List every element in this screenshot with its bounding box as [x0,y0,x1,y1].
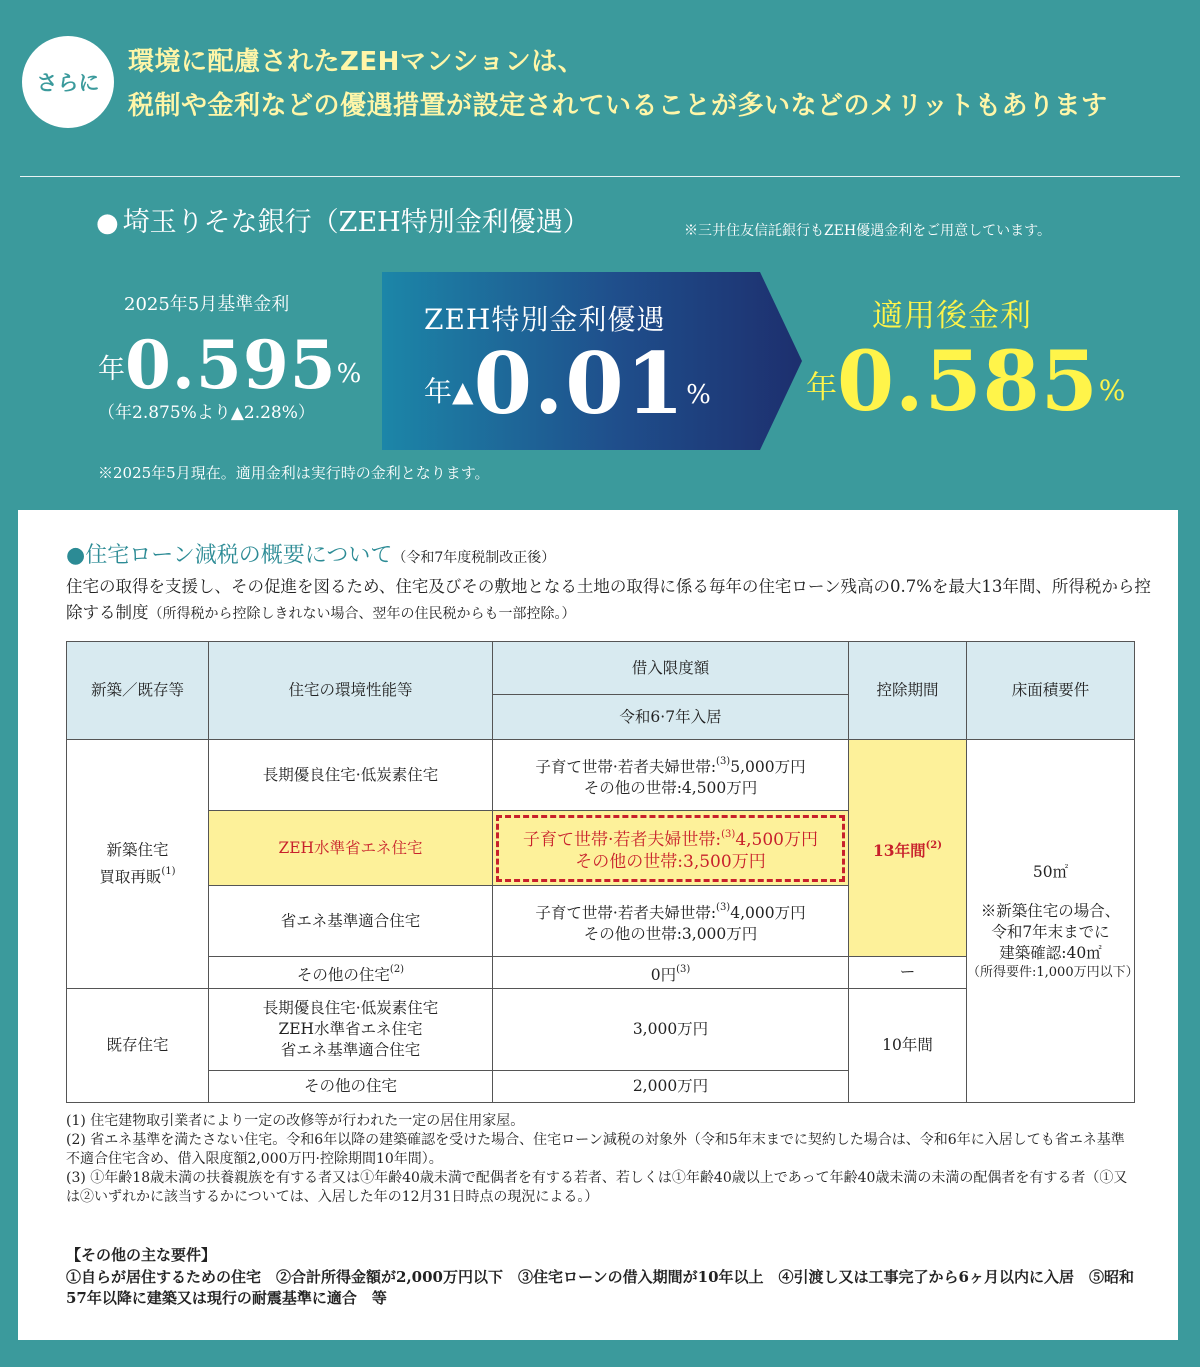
cell-env: その他の住宅$^{(2)}$ [209,957,493,989]
note-ref: (3) [716,756,731,767]
year-prefix: 年 [424,375,453,408]
bullet-icon: ● [96,208,119,238]
note-ref: (3) [716,902,731,913]
floor-note-1: ※新築住宅の場合、 [980,901,1121,920]
special-rate-value: 0.01 [473,334,687,433]
sarani-badge: さらに [22,36,114,128]
footnote-2: (2) 省エネ基準を満たさない住宅。令和6年以降の建築確認を受けた場合、住宅ローン減税の対象外（令和5年末までに契約した場合は、令和6年に入居しても省エネ基準不適合住宅含め、借入限度額2,000万円·控除期間10年間）。 [66,1132,1125,1167]
cell-period-dash: ー [849,957,967,989]
cell-env [209,989,493,1071]
cell-new-type [67,740,209,989]
cell-env: 長期優良住宅·低炭素住宅 [209,740,493,811]
base-rate-sub: （年2.875%より▲2.28%） [98,403,315,423]
requirements-title: 【その他の主な要件】 [66,1246,217,1264]
cell-limit: 2,000万円 [493,1071,849,1103]
percent-sign: % [1098,374,1126,407]
floor-note-2: 令和7年末までに [991,922,1110,941]
loan-desc-main: 住宅の取得を支援し、その促進を図るため、住宅及びその敷地となる土地の取得に係る毎年の住宅ローン残高の0.7%を最大13年間、所得税から控除する制度 [66,577,1151,622]
header-limit-sub: 令和6·7年入居 [493,695,849,740]
cell-existing-type: 既存住宅 [67,989,209,1103]
after-rate-value: 0.585 [837,334,1099,430]
after-rate-label: 適用後金利 [872,298,1032,334]
note-ref: (2) [389,964,405,975]
loan-desc-small: （所得税から控除しきれない場合、翌年の住民税からも一部控除。） [148,606,576,622]
cell-env-zeh: ZEH水準省エネ住宅 [209,811,493,886]
headline-line-1: 環境に配慮されたZEHマンションは、 [128,47,585,77]
floor-main: 50㎡ [1032,862,1069,881]
table-row [67,740,1135,811]
cell-existing-period: 10年間 [849,989,967,1103]
floor-note-3: 建築確認:40㎡ [999,943,1102,962]
loan-description [66,574,1156,627]
existing-env-1: 長期優良住宅·低炭素住宅 [262,999,439,1017]
new-type-line-2: 買取再販$^{(1)}$ [99,866,176,886]
limit-line-a: 子育て世帯·若者夫婦世帯:$^{(3)}$4,000万円 [535,902,806,922]
cell-limit [493,740,849,811]
note-ref: (2) [925,840,942,851]
new-type-line-1: 新築住宅 [106,841,169,859]
limit-line-b: その他の世帯:4,500万円 [583,779,758,797]
loan-title [66,538,555,569]
header-env: 住宅の環境性能等 [209,642,493,740]
zeh-limit-line-b: その他の世帯:3,500万円 [575,851,766,872]
cell-limit: 0円$^{(3)}$ [493,957,849,989]
table-header-row [67,642,1135,695]
bank-title-text: 埼玉りそな銀行（ZEH特別金利優遇） [122,207,590,238]
headline [128,40,1107,128]
limit-line-b: その他の世帯:3,000万円 [583,925,758,943]
tax-table [66,641,1139,1103]
headline-line-2: 税制や金利などの優遇措置が設定されていることが多いなどのメリットもあります [128,91,1108,121]
limit-line-a: 子育て世帯·若者夫婦世帯:$^{(3)}$5,000万円 [535,756,806,776]
note-ref: (3) [721,828,736,840]
percent-sign: % [686,380,711,410]
existing-env-2: ZEH水準省エネ住宅 [278,1020,423,1038]
loan-title-small: （令和7年度税制改正後） [392,550,556,566]
after-rate [806,334,1125,430]
footnote-3: (3) ①年齢18歳未満の扶養親族を有する者又は①年齢40歳未満で配偶者を有する若者、若しくは①年齢40歳以上であって年齢40歳未満の未満の配偶者を有する者（①又は②いずれかに該当するかについては、入居した年の12月31日時点の現況による。） [66,1170,1128,1205]
header-limit: 借入限度額 [493,642,849,695]
cell-limit-zeh [493,811,849,886]
triangle-icon: ▲ [452,375,474,408]
special-rate [424,334,711,433]
cell-limit: 3,000万円 [493,989,849,1071]
bank-note: ※三井住友信託銀行もZEH優遇金利をご用意しています。 [684,223,1052,239]
cell-new-period: 13年間$^{(2)}$ [849,740,967,957]
header-period: 控除期間 [849,642,967,740]
header-type: 新築／既存等 [67,642,209,740]
loan-title-text: 住宅ローン減税の概要について [85,543,393,568]
base-rate-label: 2025年5月基準金利 [124,294,290,315]
year-prefix: 年 [806,370,837,406]
base-rate [98,326,361,404]
header-floor: 床面積要件 [967,642,1135,740]
footnote-1: (1) 住宅建物取引業者により一定の改修等が行われた一定の居住用家屋。 [66,1113,525,1129]
cell-floor [967,740,1139,1103]
floor-note-4: （所得要件:1,000万円以下） [967,964,1139,980]
zeh-dashed-box: 子育て世帯·若者夫婦世帯:$^{(3)}$4,500万円 その他の世帯:3,500万円 [496,815,845,882]
note-ref: (1) [161,866,176,877]
bank-title [96,200,590,239]
base-rate-value: 0.595 [125,326,337,404]
existing-env-3: 省エネ基準適合住宅 [280,1041,421,1059]
footnotes [66,1112,1138,1207]
cell-env: 省エネ基準適合住宅 [209,886,493,957]
date-note: ※2025年5月現在。適用金利は実行時の金利となります。 [98,464,490,482]
year-prefix: 年 [98,354,125,385]
requirements-body: ①自らが居住するための住宅 ②合計所得金額が2,000万円以下 ③住宅ローンの借入期間が10年以上 ④引渡し又は工事完了から6ヶ月以内に入居 ⑤昭和57年以降に建築又は現行の耐震基準に適合 等 [66,1268,1134,1307]
cell-env: その他の住宅 [209,1071,493,1103]
bullet-icon: ● [66,543,86,568]
percent-sign: % [336,359,362,389]
special-rate-label: ZEH特別金利優遇 [424,303,666,336]
divider [20,176,1180,177]
note-ref: (3) [676,964,691,975]
cell-limit [493,886,849,957]
